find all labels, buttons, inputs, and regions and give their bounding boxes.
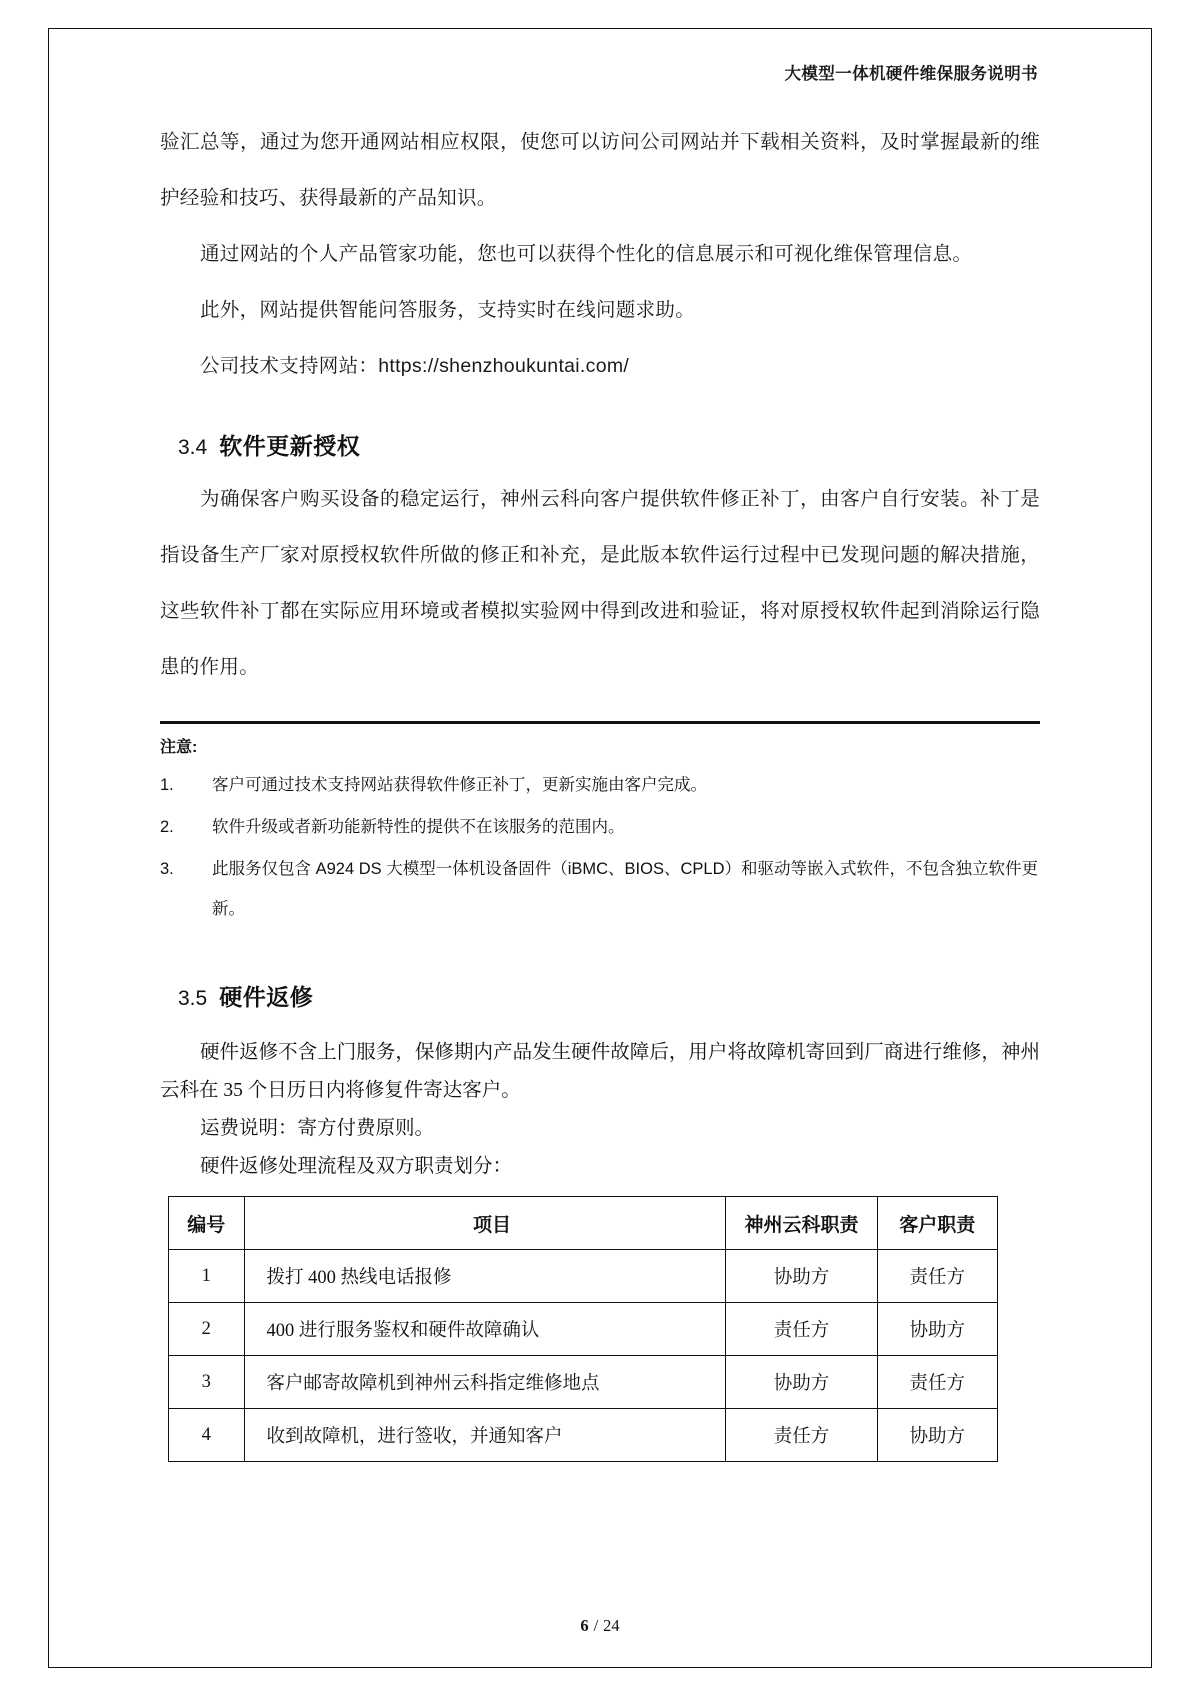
footer-separator: / [593,1616,599,1635]
table-cell-vendor: 协助方 [726,1356,877,1409]
section-3-5-paragraph-3: 硬件返修处理流程及双方职责划分： [200,1156,513,1177]
note-text: 软件升级或者新功能新特性的提供不在该服务的范围内。 [212,818,625,836]
notes-title: 注意: [160,739,198,756]
table-header-row [169,1197,998,1250]
table-row [169,1356,998,1409]
table-cell-vendor: 责任方 [726,1409,877,1462]
footer-total-pages: 24 [603,1616,620,1635]
page-footer [0,1616,1200,1636]
table-cell-item: 拨打 400 热线电话报修 [244,1250,726,1303]
table-header-cell: 项目 [244,1197,726,1250]
responsibility-table [168,1196,998,1462]
section-number-3-5: 3.5 [178,987,208,1010]
notes-divider [160,721,1040,724]
table-cell-no: 2 [169,1303,245,1356]
section-3-4-paragraph: 为确保客户购买设备的稳定运行，神州云科向客户提供软件修正补丁，由客户自行安装。补丁是指设备生产厂家对原授权软件所做的修正和补充，是此版本软件运行过程中已发现问题的解决措施，这些软件补丁都在实际应用环境或者模拟实验网中得到改进和验证，将对原授权软件起到消除运行隐患的作用。 [160,488,1040,678]
section-heading-3-4 [178,428,1040,461]
table-cell-item: 400 进行服务鉴权和硬件故障确认 [244,1303,726,1356]
table-cell-customer: 责任方 [877,1356,997,1409]
table-row [169,1303,998,1356]
section-3-5-paragraph-1: 硬件返修不含上门服务，保修期内产品发生硬件故障后，用户将故障机寄回到厂商进行维修，神州云科在 35 个日历日内将修复件寄达客户。 [160,1042,1040,1101]
note-index: 1. [160,776,174,794]
table-header-cell: 编号 [169,1197,245,1250]
table-cell-no: 3 [169,1356,245,1409]
table-row [169,1250,998,1303]
table-cell-item: 收到故障机，进行签收，并通知客户 [244,1409,726,1462]
table-cell-no: 4 [169,1409,245,1462]
section-title-3-4: 软件更新授权 [219,433,361,459]
note-index: 2. [160,818,174,836]
page-content [160,60,1040,1462]
note-list-item [160,765,1040,805]
table-cell-customer: 协助方 [877,1409,997,1462]
note-list-item [160,849,1040,929]
note-text: 客户可通过技术支持网站获得软件修正补丁，更新实施由客户完成。 [212,776,707,794]
table-cell-customer: 责任方 [877,1250,997,1303]
table-cell-vendor: 责任方 [726,1303,877,1356]
table-cell-vendor: 协助方 [726,1250,877,1303]
page-header: 大模型一体机硬件维保服务说明书 [784,64,1038,83]
table-row [169,1409,998,1462]
section-title-3-5: 硬件返修 [219,984,314,1010]
section-3-5-paragraph-2: 运费说明：寄方付费原则。 [200,1118,435,1139]
table-cell-customer: 协助方 [877,1303,997,1356]
note-text: 此服务仅包含 A924 DS 大模型一体机设备固件（iBMC、BIOS、CPLD）和驱动等嵌入式软件，不包含独立软件更新。 [212,860,1038,918]
notes-block [160,721,1040,929]
note-index: 3. [160,860,174,878]
support-website-line: 公司技术支持网站：https://shenzhoukuntai.com/ [200,355,630,377]
table-cell-no: 1 [169,1250,245,1303]
paragraph-3: 此外，网站提供智能问答服务，支持实时在线问题求助。 [200,299,696,321]
section-heading-3-5 [178,979,1040,1012]
section-number-3-4: 3.4 [178,436,208,459]
paragraph-2: 通过网站的个人产品管家功能，您也可以获得个性化的信息展示和可视化维保管理信息。 [200,243,973,265]
footer-current-page: 6 [580,1616,589,1635]
table-header-cell: 神州云科职责 [726,1197,877,1250]
table-header-cell: 客户职责 [877,1197,997,1250]
table-cell-item: 客户邮寄故障机到神州云科指定维修地点 [244,1356,726,1409]
note-list-item [160,807,1040,847]
paragraph-1: 验汇总等，通过为您开通网站相应权限，使您可以访问公司网站并下载相关资料，及时掌握最新的维护经验和技巧、获得最新的产品知识。 [160,131,1040,209]
